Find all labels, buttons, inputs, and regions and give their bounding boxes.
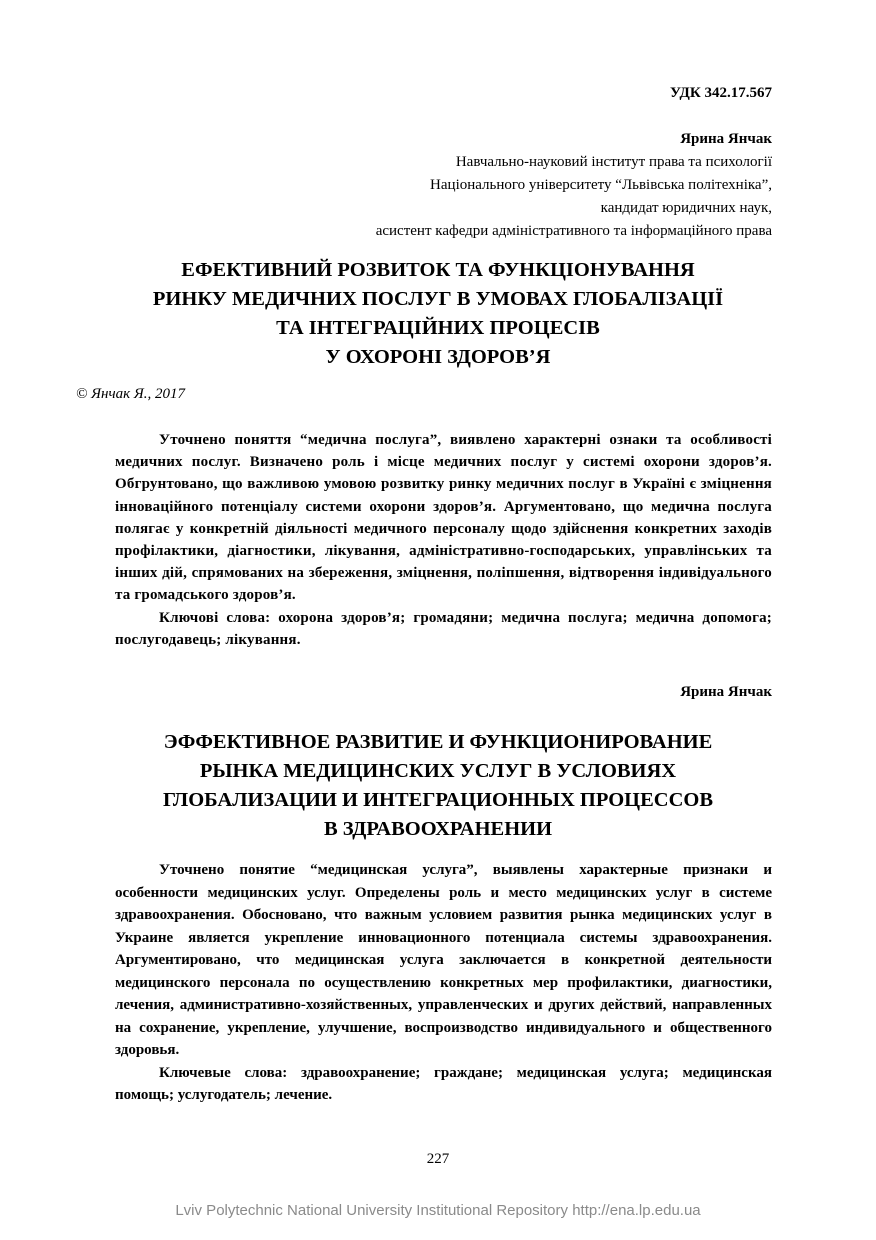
title-line: В ЗДРАВООХРАНЕНИИ [323, 818, 553, 840]
repository-link[interactable]: http://ena.lp.edu.ua [572, 1202, 701, 1219]
footer-text: Lviv Polytechnic National University Institutional Repository [175, 1202, 569, 1219]
author-name-uk: Ярина Янчак [680, 131, 772, 147]
affiliation-line: Навчально-науковий інститут права та психології [455, 154, 772, 170]
author-name-ru: Ярина Янчак [680, 684, 772, 700]
title-line: ЭФФЕКТИВНОЕ РАЗВИТИЕ И ФУНКЦИОНИРОВАНИЕ [163, 731, 713, 753]
title-line: У ОХОРОНІ ЗДОРОВ’Я [325, 346, 551, 368]
abstract-text-ru: Уточнено понятие “медицинская услуга”, выявлены характерные признаки и особенности медицинских услуг. Определены роль и место медицинских услуг в системе здравоохранения. Обосновано, что важным условием развития рынка медицинских услуг в Украине является укрепление инновационного потенциала системы здравоохранения. Аргументировано, что медицинская услуга заключается в конкретной деятельности медицинского персонала по осуществлению конкретных мер профилактики, диагностики, лечения, административно-хозяйственных, управленческих и других действий, направленных на сохранение, укрепление, улучшение, воспроизводство индивидуального и общественного здоровья. [115, 862, 772, 1058]
title-line: ГЛОБАЛИЗАЦИИ И ИНТЕГРАЦИОННЫХ ПРОЦЕССОВ [162, 789, 714, 811]
title-line: РИНКУ МЕДИЧНИХ ПОСЛУГ В УМОВАХ ГЛОБАЛІЗАЦІЇ [152, 288, 724, 310]
copyright-notice: © Янчак Я., 2017 [76, 386, 185, 402]
abstract-ru [115, 859, 772, 1107]
title-line: ТА ІНТЕГРАЦІЙНИХ ПРОЦЕСІВ [276, 317, 600, 339]
keywords-ru: Ключевые слова: здравоохранение; граждане; медицинская услуга; медицинская помощь; услугодатель; лечение. [115, 1064, 772, 1103]
author-block-uk [376, 128, 772, 243]
article-title-ru [60, 728, 816, 844]
abstract-uk [115, 429, 772, 651]
keywords-uk: Ключові слова: охорона здоров’я; громадяни; медична послуга; медична допомога; послугодавець; лікування. [115, 609, 772, 648]
page-number: 227 [426, 1151, 450, 1167]
title-line: РЫНКА МЕДИЦИНСКИХ УСЛУГ В УСЛОВИЯХ [199, 760, 677, 782]
affiliation-line: кандидат юридичних наук, [600, 200, 772, 216]
abstract-text-uk: Уточнено поняття “медична послуга”, виявлено характерні ознаки та особливості медичних послуг. Визначено роль і місце медичних послуг у системі охорони здоров’я. Обгрунтовано, що важливою умовою розвитку ринку медичних послуг в Україні є зміцнення інноваційного потенціалу системи охорони здоров’я. Аргументовано, що медична послуга полягає у конкретній діяльності медичного персоналу щодо здійснення конкретних заходів профілактики, діагностики, лікування, адміністративно-господарських, управлінських та інших дій, спрямованих на збереження, зміцнення, поліпшення, відтворення індивідуального та громадського здоров’я. [115, 432, 772, 604]
title-line: ЕФЕКТИВНИЙ РОЗВИТОК ТА ФУНКЦІОНУВАННЯ [181, 259, 695, 281]
repository-footer [0, 1202, 876, 1219]
affiliation-line: асистент кафедри адміністративного та інформаційного права [375, 223, 772, 239]
article-title-uk [60, 256, 816, 372]
affiliation-line: Національного університету “Львівська політехніка”, [430, 177, 772, 193]
udk-code: УДК 342.17.567 [670, 85, 772, 101]
